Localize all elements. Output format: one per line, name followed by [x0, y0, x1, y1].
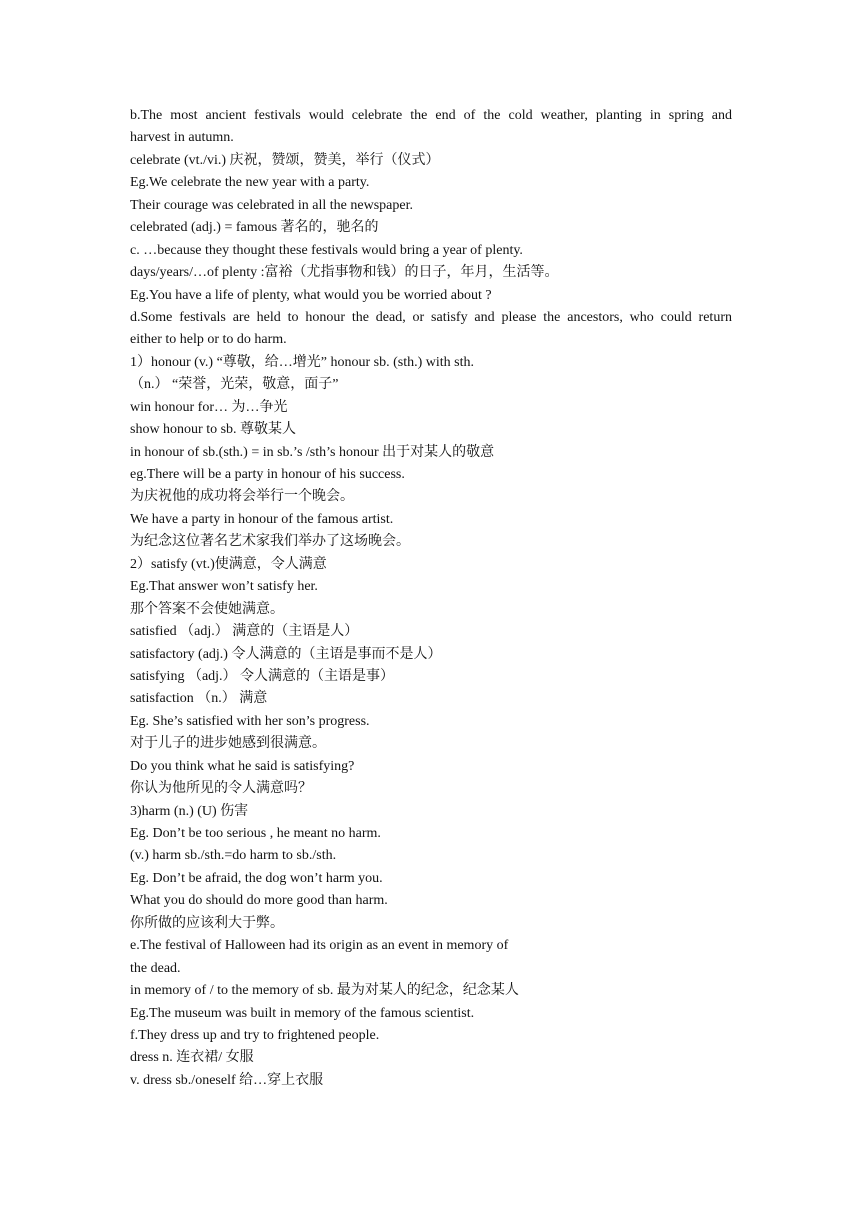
text-line: v. dress sb./oneself 给…穿上衣服	[130, 1072, 324, 1088]
text-line: 2）satisfy (vt.)使满意，令人满意	[130, 556, 327, 572]
text-line: Eg. She’s satisfied with her son’s progress.	[130, 713, 370, 729]
text-line: What you do should do more good than harm.	[130, 893, 388, 909]
text-line: We have a party in honour of the famous artist.	[130, 511, 394, 527]
text-line: show honour to sb. 尊敬某人	[130, 422, 297, 438]
text-line: (v.) harm sb./sth.=do harm to sb./sth.	[130, 848, 337, 864]
text-line: Eg. Don’t be too serious , he meant no harm.	[130, 826, 381, 841]
document-page	[130, 105, 732, 1092]
text-line: celebrated (adj.) = famous 著名的，驰名的	[130, 220, 379, 236]
text-line: in memory of / to the memory of sb. 最为对某人的纪念，纪念某人	[130, 983, 519, 999]
text-line: win honour for… 为…争光	[130, 399, 288, 415]
text-line: Eg.We celebrate the new year with a party.	[130, 175, 370, 191]
text-line: satisfying （adj.） 令人满意的（主语是事）	[130, 668, 395, 684]
text-line: dress n. 连衣裙/ 女服	[130, 1050, 254, 1066]
text-line: either to help or to do harm.	[130, 332, 287, 348]
text-line: 为庆祝他的成功将会举行一个晚会。	[130, 489, 354, 505]
text-line: satisfied （adj.） 满意的（主语是人）	[130, 624, 359, 640]
text-line: the dead.	[130, 960, 181, 976]
text-line: Eg.You have a life of plenty, what would you be worried about ?	[130, 287, 492, 303]
text-line: 1）honour (v.) “尊敬，给…增光” honour sb. (sth.) with sth.	[130, 354, 475, 370]
text-line: celebrate (vt./vi.) 庆祝，赞颂，赞美，举行（仪式）	[130, 152, 440, 168]
text-line: 你所做的应该利大于弊。	[130, 915, 284, 931]
text-line: Eg. Don’t be afraid, the dog won’t harm you.	[130, 870, 383, 886]
text-line: 3)harm (n.) (U) 伤害	[130, 803, 249, 819]
text-line: b.The most ancient festivals would celebrate the end of the cold weather, planting in spring and	[130, 108, 732, 123]
text-line: Their courage was celebrated in all the newspaper.	[130, 197, 413, 213]
text-line: 那个答案不会使她满意。	[130, 601, 284, 617]
text-line: f.They dress up and try to frightened people.	[130, 1027, 380, 1043]
text-line: 对于儿子的进步她感到很满意。	[130, 736, 326, 752]
text-line: e.The festival of Halloween had its origin as an event in memory of	[130, 938, 509, 954]
text-line: satisfaction （n.） 满意	[130, 691, 268, 707]
text-line: satisfactory (adj.) 令人满意的（主语是事而不是人）	[130, 646, 442, 662]
text-line: Eg.The museum was built in memory of the famous scientist.	[130, 1005, 475, 1021]
text-line: in honour of sb.(sth.) = in sb.’s /sth’s honour 出于对某人的敬意	[130, 444, 495, 460]
text-line: Do you think what he said is satisfying?	[130, 758, 355, 774]
text-line: days/years/…of plenty :富裕（尤指事物和钱）的日子，年月，生活等。	[130, 265, 559, 281]
text-line: （n.） “荣誉，光荣，敬意，面子”	[130, 377, 339, 393]
text-line: eg.There will be a party in honour of his success.	[130, 467, 405, 482]
text-line: d.Some festivals are held to honour the dead, or satisfy and please the ancestors, who could return	[130, 309, 732, 325]
text-line: c. …because they thought these festivals would bring a year of plenty.	[130, 242, 523, 258]
text-line: 你认为他所见的令人满意吗？	[130, 781, 312, 797]
text-line: harvest in autumn.	[130, 130, 234, 146]
text-line: 为纪念这位著名艺术家我们举办了这场晚会。	[130, 534, 410, 550]
text-line: Eg.That answer won’t satisfy her.	[130, 579, 318, 595]
